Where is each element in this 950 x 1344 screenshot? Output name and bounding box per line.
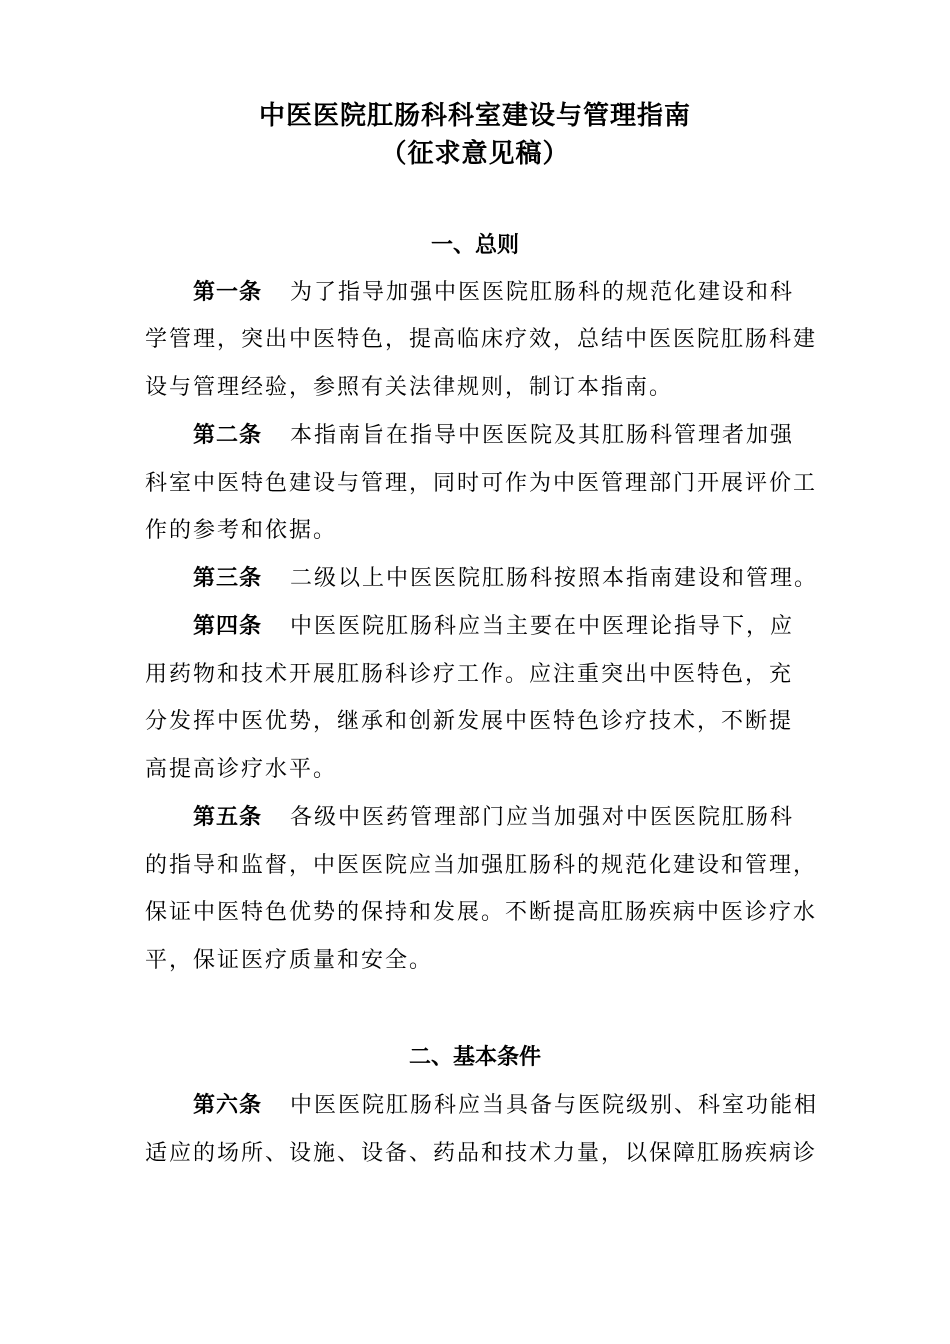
article-4-first-line <box>193 609 794 640</box>
article-3-label: 第三条 <box>193 566 263 591</box>
article-1-line-3: 设与管理经验，参照有关法律规则，制订本指南。 <box>145 375 674 400</box>
article-4-line-2: 用药物和技术开展肛肠科诊疗工作。应注重突出中医特色，充 <box>145 662 794 687</box>
article-2-line-2: 科室中医特色建设与管理，同时可作为中医管理部门开展评价工 <box>145 471 818 496</box>
article-6-line-2: 适应的场所、设施、设备、药品和技术力量，以保障肛肠疾病诊 <box>145 1141 818 1166</box>
section-heading-basic-conditions: 二、基本条件 <box>408 1045 541 1070</box>
section-heading-general: 一、总则 <box>430 233 519 258</box>
article-4-label: 第四条 <box>193 614 263 639</box>
article-1-line-1: 为了指导加强中医医院肛肠科的规范化建设和科 <box>290 280 795 305</box>
article-3-line-1: 二级以上中医医院肛肠科按照本指南建设和管理。 <box>290 566 819 591</box>
article-2-line-1: 本指南旨在指导中医医院及其肛肠科管理者加强 <box>290 423 795 448</box>
article-6-line-1: 中医医院肛肠科应当具备与医院级别、科室功能相 <box>290 1093 819 1118</box>
article-5-line-2: 的指导和监督，中医医院应当加强肛肠科的规范化建设和管理， <box>145 853 818 878</box>
article-4-line-3: 分发挥中医优势，继承和创新发展中医特色诊疗技术，不断提 <box>145 709 794 734</box>
article-5-line-4: 平，保证医疗质量和安全。 <box>145 948 434 973</box>
article-5-label: 第五条 <box>193 805 263 830</box>
document-title: 中医医院肛肠科科室建设与管理指南 <box>258 101 691 131</box>
article-1-first-line <box>193 275 794 306</box>
article-5-first-line <box>193 800 794 831</box>
article-6-label: 第六条 <box>193 1093 263 1118</box>
article-1-line-2: 学管理，突出中医特色，提高临床疗效，总结中医医院肛肠科建 <box>145 327 818 352</box>
article-1-label: 第一条 <box>193 280 263 305</box>
article-4-line-1: 中医医院肛肠科应当主要在中医理论指导下，应 <box>290 614 795 639</box>
article-3-first-line <box>193 561 818 592</box>
article-5-line-3: 保证中医特色优势的保持和发展。不断提高肛肠疾病中医诊疗水 <box>145 900 818 925</box>
article-2-line-3: 作的参考和依据。 <box>145 518 338 543</box>
document-subtitle: （征求意见稿） <box>380 139 570 169</box>
article-4-line-4: 高提高诊疗水平。 <box>145 757 338 782</box>
article-5-line-1: 各级中医药管理部门应当加强对中医医院肛肠科 <box>290 805 795 830</box>
article-6-first-line <box>193 1088 818 1119</box>
article-2-first-line <box>193 418 794 449</box>
article-2-label: 第二条 <box>193 423 263 448</box>
